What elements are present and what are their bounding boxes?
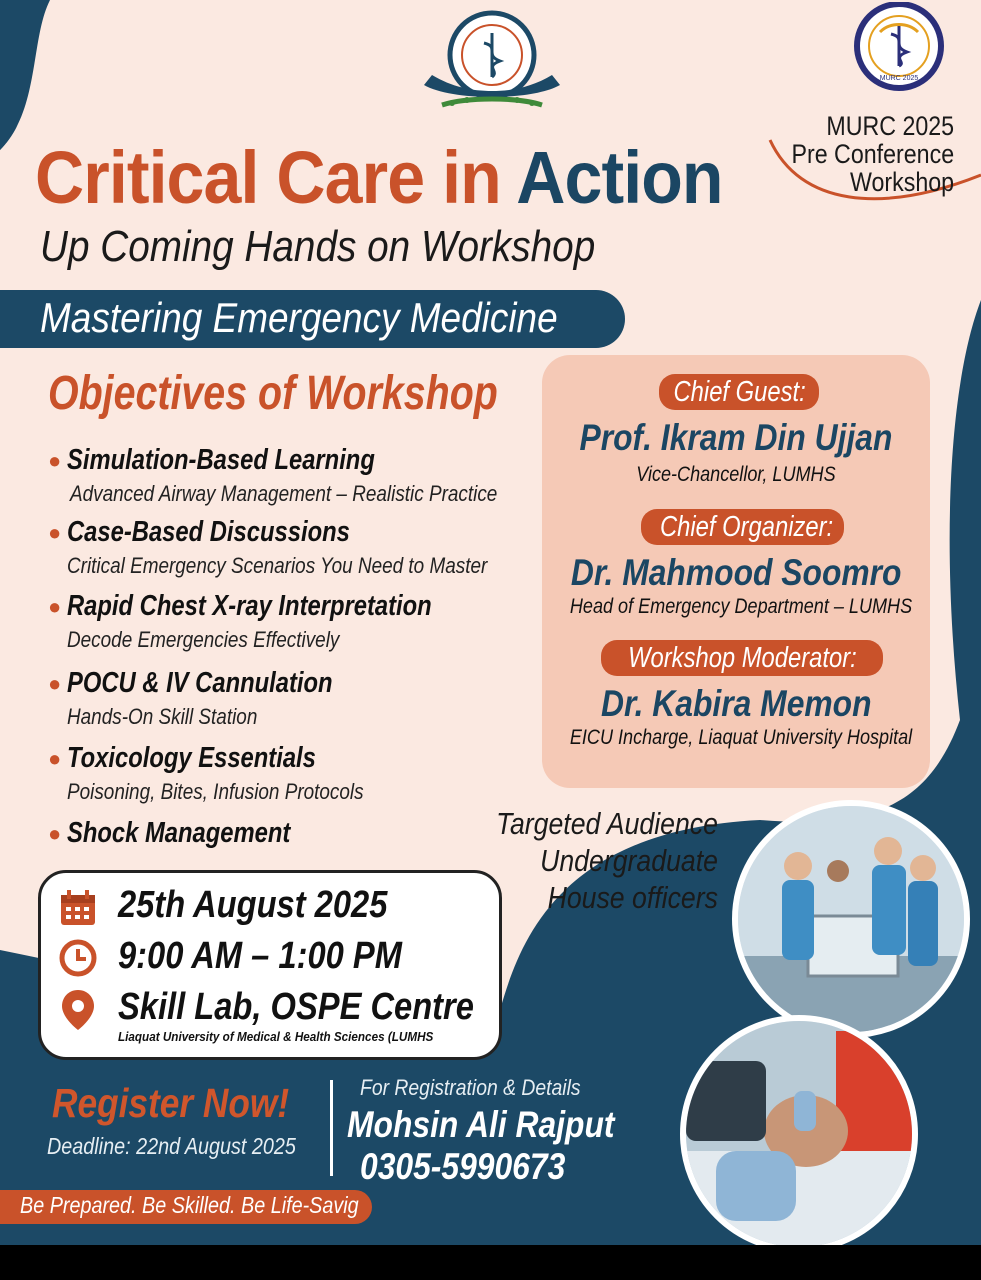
bullet-icon: ● — [48, 520, 62, 545]
conference-tag — [791, 112, 954, 196]
audience-line-3: House officers — [547, 880, 718, 915]
svg-text:MURC 2025: MURC 2025 — [879, 75, 919, 82]
emergency-team-photo — [732, 800, 970, 1038]
intubation-photo — [680, 1015, 918, 1245]
event-time: 9:00 AM – 1:00 PM — [118, 935, 402, 977]
audience-heading: Targeted Audience — [496, 806, 718, 841]
chief-organizer-name: Dr. Mahmood Soomro — [570, 552, 902, 593]
register-now-heading: Register Now! — [52, 1080, 290, 1126]
conference-line-2: Pre Conference — [791, 139, 954, 169]
title-part-1: Critical Care in — [35, 136, 501, 219]
objective-desc: Advanced Airway Management – Realistic Practice — [70, 481, 498, 506]
location-pin-icon — [58, 988, 98, 1032]
event-date: 25th August 2025 — [118, 884, 388, 926]
registration-divider — [330, 1080, 333, 1176]
clock-icon — [58, 938, 98, 978]
objective-title: Case-Based Discussions — [67, 516, 350, 548]
objectives-heading: Objectives of Workshop — [48, 367, 498, 420]
objective-desc: Critical Emergency Scenarios You Need to Master — [67, 553, 488, 578]
university-seal-logo — [412, 5, 572, 123]
moderator-name: Dr. Kabira Memon — [600, 683, 872, 724]
bullet-icon: ● — [48, 821, 62, 846]
title-part-2: Action — [516, 136, 723, 219]
objective-title: Toxicology Essentials — [67, 742, 316, 774]
objective-title: Rapid Chest X-ray Interpretation — [67, 590, 432, 622]
registration-label: For Registration & Details — [360, 1075, 581, 1100]
event-venue-detail: Liaquat University of Medical & Health Sciences (LUMHS — [118, 1029, 434, 1044]
objective-desc: Hands-On Skill Station — [67, 704, 258, 729]
objective-title: Simulation-Based Learning — [67, 444, 375, 476]
objective-desc: Poisoning, Bites, Infusion Protocols — [67, 779, 364, 804]
moderator-position: EICU Incharge, Liaquat University Hospital — [569, 726, 913, 749]
audience-line-2: Undergraduate — [540, 843, 718, 878]
registration-deadline: Deadline: 22nd August 2025 — [47, 1133, 296, 1159]
bullet-icon: ● — [48, 448, 62, 473]
murc-conference-logo — [840, 2, 958, 94]
objective-title: POCU & IV Cannulation — [67, 667, 333, 699]
objective-title: Shock Management — [67, 817, 291, 849]
contact-phone: 0305-5990673 — [360, 1146, 566, 1187]
event-venue: Skill Lab, OSPE Centre — [118, 986, 474, 1028]
calendar-icon — [58, 888, 98, 928]
chief-guest-label: Chief Guest: — [659, 374, 819, 410]
tagline-text: Be Prepared. Be Skilled. Be Life-Savig — [20, 1192, 359, 1218]
page-subtitle: Up Coming Hands on Workshop — [40, 222, 596, 271]
bullet-icon: ● — [48, 594, 62, 619]
bullet-icon: ● — [48, 746, 62, 771]
moderator-label: Workshop Moderator: — [601, 640, 883, 676]
conference-line-3: Workshop — [849, 167, 954, 197]
page-title — [35, 135, 723, 220]
chief-organizer-label: Chief Organizer: — [641, 509, 844, 545]
bullet-icon: ● — [48, 671, 62, 696]
chief-guest-position: Vice-Chancellor, LUMHS — [636, 463, 836, 486]
objective-desc: Decode Emergencies Effectively — [67, 627, 340, 652]
target-audience — [496, 805, 718, 916]
chief-guest-name: Prof. Ikram Din Ujjan — [579, 417, 893, 458]
contact-name: Mohsin Ali Rajput — [347, 1104, 615, 1145]
ribbon-text: Mastering Emergency Medicine — [40, 294, 558, 341]
conference-line-1: MURC 2025 — [826, 111, 954, 141]
chief-organizer-position: Head of Emergency Department – LUMHS — [569, 595, 913, 618]
